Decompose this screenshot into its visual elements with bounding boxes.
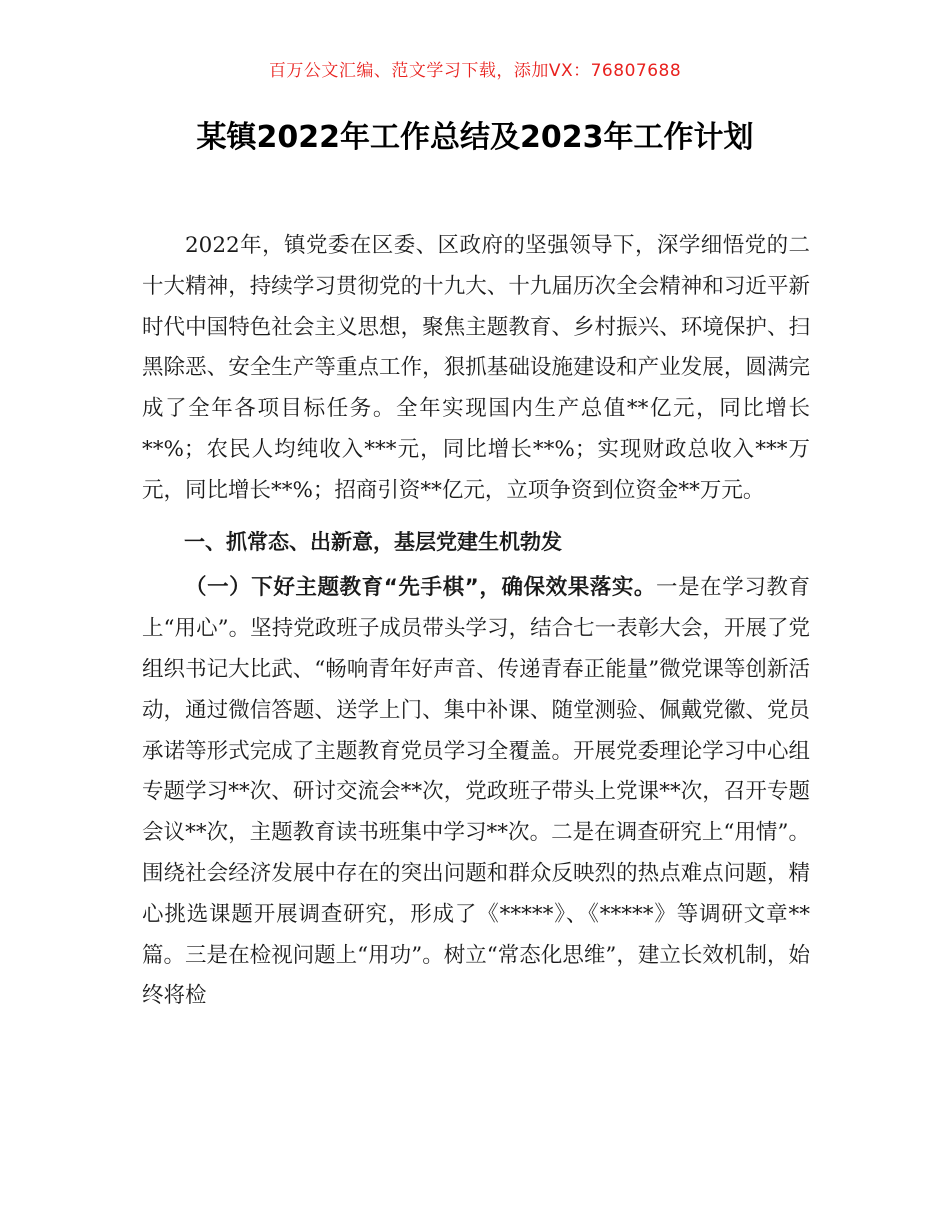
intro-paragraph: 2022年，镇党委在区委、区政府的坚强领导下，深学细悟党的二十大精神，持续学习贯彻党的十九大、十九届历次全会精神和习近平新时代中国特色社会主义思想，聚焦主题教育、乡村振兴、环境保护、扫黑除恶、安全生产等重点工作，狠抓基础设施建设和产业发展，圆满完成了全年各项目标任务。全年实现国内生产总值**亿元，同比增长**%；农民人均纯收入***元，同比增长**%；实现财政总收入***万元，同比增长**%；招商引资**亿元，立项争资到位资金**万元。 [142, 233, 810, 503]
document-body [142, 226, 810, 1017]
document-title: 某镇2022年工作总结及2023年工作计划 [196, 120, 754, 155]
section-heading: 一、抓常态、出新意，基层党建生机勃发 [184, 529, 562, 554]
subsection-lead: （一）下好主题教育“先手棋”，确保效果落实。 [185, 575, 657, 601]
watermark-banner: 百万公文汇编、范文学习下载，添加VX：76807688 [268, 61, 682, 81]
subsection-paragraph [142, 568, 810, 1017]
subsection-text: 一是在学习教育上“用心”。坚持党政班子成员带头学习，结合七一表彰大会，开展了党组织书记大比武、“畅响青年好声音、传递青春正能量”微党课等创新活动，通过微信答题、送学上门、集中补课、随堂测验、佩戴党徽、党员承诺等形式完成了主题教育党员学习全覆盖。开展党委理论学习中心组专题学习**次、研讨交流会**次，党政班子带头上党课**次，召开专题会议**次，主题教育读书班集中学习**次。二是在调查研究上“用情”。围绕社会经济发展中存在的突出问题和群众反映烈的热点难点问题，精心挑选课题开展调查研究，形成了《*****》、《*****》等调研文章**篇。三是在检视问题上“用功”。树立“常态化思维”，建立长效机制，始终将检 [142, 575, 810, 1009]
